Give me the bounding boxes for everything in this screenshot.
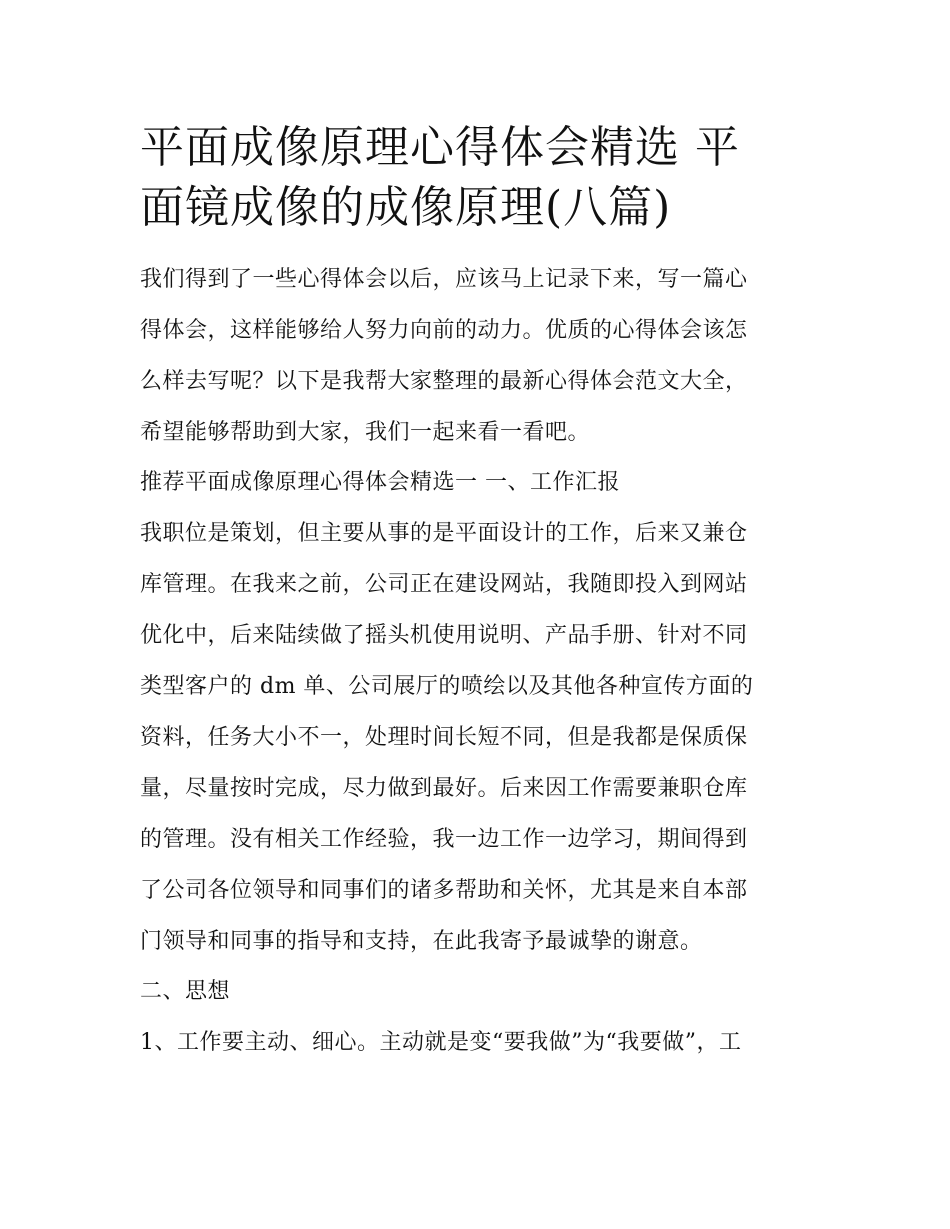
text-line: 优化中，后来陆续做了摇头机使用说明、产品手册、针对不同 bbox=[140, 623, 748, 648]
text-line: 1、工作要主动、细心。主动就是变“要我做”为“我要做”，工 bbox=[140, 1030, 742, 1055]
document-title bbox=[140, 118, 812, 238]
work-report-paragraph bbox=[140, 508, 812, 967]
title-line: 面镜成像的成像原理(八篇) bbox=[140, 182, 672, 233]
text-line: 得体会，这样能够给人努力向前的动力。优质的心得体会该怎 bbox=[140, 318, 748, 343]
text-line: 二、思想 bbox=[140, 979, 231, 1004]
text-line: 希望能够帮助到大家，我们一起来看一看吧。 bbox=[140, 420, 591, 445]
document-page bbox=[140, 118, 812, 1068]
title-line: 平面成像原理心得体会精选 平 bbox=[140, 122, 740, 173]
text-line: 我职位是策划，但主要从事的是平面设计的工作，后来又兼仓 bbox=[140, 521, 748, 546]
text-line: 量，尽量按时完成，尽力做到最好。后来因工作需要兼职仓库 bbox=[140, 776, 748, 801]
section-two-heading bbox=[140, 967, 812, 1017]
text-line: 推荐平面成像原理心得体会精选一 一、工作汇报 bbox=[140, 470, 620, 495]
text-line: 的管理。没有相关工作经验，我一边工作一边学习，期间得到 bbox=[140, 827, 748, 852]
text-line: 么样去写呢？以下是我帮大家整理的最新心得体会范文大全， bbox=[140, 369, 748, 394]
point-one-paragraph bbox=[140, 1017, 812, 1068]
text-line: 资料，任务大小不一，处理时间长短不同，但是我都是保质保 bbox=[140, 725, 748, 750]
intro-paragraph bbox=[140, 254, 812, 458]
recommend-heading bbox=[140, 458, 812, 508]
text-line: 我们得到了一些心得体会以后，应该马上记录下来，写一篇心 bbox=[140, 267, 748, 292]
text-line: 库管理。在我来之前，公司正在建设网站，我随即投入到网站 bbox=[140, 572, 748, 597]
text-line: 类型客户的 dm 单、公司展厅的喷绘以及其他各种宣传方面的 bbox=[140, 674, 754, 699]
text-line: 门领导和同事的指导和支持，在此我寄予最诚挚的谢意。 bbox=[140, 929, 703, 954]
text-line: 了公司各位领导和同事们的诸多帮助和关怀，尤其是来自本部 bbox=[140, 878, 748, 903]
